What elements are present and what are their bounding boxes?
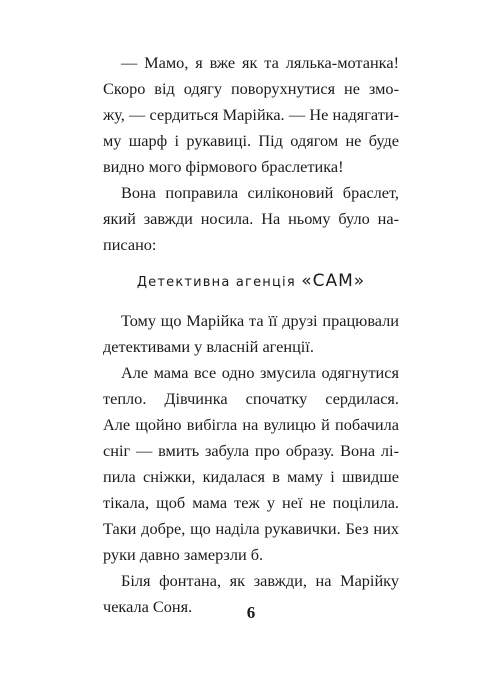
text-line: видно мого фірмового браслетика! bbox=[103, 157, 344, 176]
text-line: Але щойно вибігла на вулицю й побачила bbox=[103, 415, 399, 434]
text-line: Тому що Марійка та її друзі працювали bbox=[121, 311, 399, 330]
text-line: руки давно замерзли б. bbox=[103, 545, 264, 564]
text-line: тепло. Дівчинка спочатку сердилася. bbox=[103, 389, 399, 408]
inscription-agency-name: «САМ» bbox=[301, 271, 366, 291]
text-line: Біля фонтана, як завжди, на Марійку bbox=[121, 571, 399, 590]
text-line: Вона поправила силіконовий браслет, bbox=[121, 183, 399, 202]
text-line: пила сніжки, кидалася в маму і швидше bbox=[103, 467, 399, 486]
text-line: — Мамо, я вже як та лялька-мотанка! bbox=[121, 53, 399, 72]
text-line: Але мама все одно змусила одягнутися bbox=[121, 363, 399, 382]
text-line: який завжди носила. На ньому було на- bbox=[103, 209, 399, 228]
text-line: детективами у власній агенції. bbox=[103, 337, 314, 356]
text-line: му шарф і рукавиці. Під одягом не буде bbox=[103, 131, 399, 150]
text-line: жу, — сердиться Марійка. — Не надягати- bbox=[103, 105, 399, 124]
bracelet-inscription bbox=[103, 268, 399, 294]
text-line: тікала, щоб мама теж у неї не поцілила. bbox=[103, 493, 399, 512]
text-line: чекала Соня. bbox=[103, 597, 193, 616]
text-line: писано: bbox=[103, 235, 157, 254]
text-line: Таки добре, що наділа рукавички. Без них bbox=[103, 519, 399, 538]
inscription-prefix: Детективна агенція bbox=[136, 275, 296, 290]
text-line: Скоро від одягу поворухнутися не змо- bbox=[103, 79, 399, 98]
page-body-text bbox=[103, 50, 399, 620]
text-line: сніг — вмить забула про образу. Вона лі- bbox=[103, 441, 399, 460]
page-number: 6 bbox=[246, 603, 256, 622]
